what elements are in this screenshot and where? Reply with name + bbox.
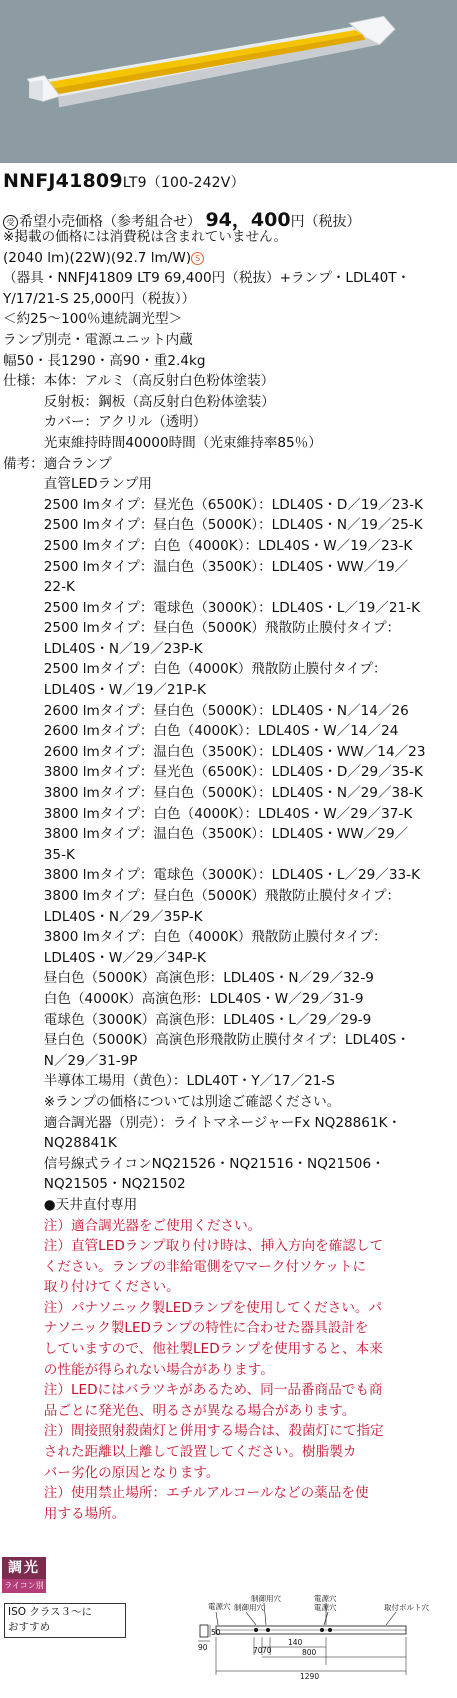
diagram-label-control-hole: 制御用穴 — [251, 1595, 281, 1603]
spec-line: LDL40S・N／19／23P-K — [3, 640, 203, 657]
note-line: ください。ランプの非給電側を▽マーク付ソケットに — [3, 1258, 367, 1275]
spec-line: 3800 lmタイプ：昼光色（6500K）：LDL40S・D／29／35-K — [3, 764, 423, 781]
spec-line: （器具・NNFJ41809 LT9 69,400円（税抜）+ランプ・LDL40T・ — [3, 270, 411, 287]
note-line: の性能が得られない場合があります。 — [3, 1361, 274, 1378]
spec-line: 3800 lmタイプ：白色（4000K）：LDL40S・W／29／37-K — [3, 805, 413, 822]
spec-line: 2500 lmタイプ：昼光色（6500K）：LDL40S・D／19／23-K — [3, 496, 423, 513]
spec-line: カバー：アクリル（透明） — [3, 414, 207, 431]
spec-line: (2040 lm)(22W)(92.7 lm/W) S — [3, 248, 455, 269]
price-label: 希望小売価格（参考組合せ） — [19, 214, 201, 230]
diagram-dim-140: 140 — [288, 1638, 303, 1647]
note-line: 注）使用禁止場所：エチルアルコールなどの薬品を使 — [3, 1485, 369, 1502]
diagram-dim-70a: 70 — [253, 1646, 263, 1655]
dimming-badge — [2, 1557, 46, 1604]
spec-line: 2500 lmタイプ：白色（4000K）飛散防止膜付タイプ： — [3, 661, 387, 678]
spec-line: 3800 lmタイプ：昼白色（5000K）：LDL40S・N／29／38-K — [3, 785, 423, 802]
spec-line: 半導体工場用（黄色）：LDL40T・Y／17／21-S — [3, 1073, 335, 1090]
spec-line: 適合調光器（別売）：ライトマネージャーFx NQ28861K・ — [3, 1114, 402, 1131]
spec-line: 3800 lmタイプ：白色（4000K）飛散防止膜付タイプ： — [3, 929, 387, 946]
spec-line: 反射板：鋼板（高反射白色粉体塗装） — [3, 393, 275, 410]
spec-line: 光束維持時間40000時間（光束維持率85％） — [3, 434, 322, 451]
note-line: ナソニック製LEDランプの特性に合わせた器具設計を — [3, 1320, 369, 1337]
price-value: 94，400 — [205, 209, 291, 231]
spec-line: ※掲載の価格には消費税は含まれていません。 — [3, 229, 288, 245]
diagram-dim-1290: 1290 — [300, 1672, 320, 1681]
note-line: していますので、他社製LEDランプを使用すると、本来 — [3, 1341, 383, 1358]
spec-line: 信号線式ライコンNQ21526・NQ21516・NQ21506・ — [3, 1155, 385, 1172]
note-line: 注）LEDにはバラツキがあるため、同一品番商品でも商 — [3, 1382, 383, 1399]
spec-line: 3800 lmタイプ：温白色（3500K）：LDL40S・WW／29／ — [3, 826, 409, 843]
spec-line: 昼白色（5000K）高演色形：LDL40S・N／29／32-9 — [3, 970, 374, 987]
iso-class-line2: おすすめ — [8, 1621, 51, 1633]
spec-line: 2500 lmタイプ：昼白色（5000K）飛散防止膜付タイプ： — [3, 620, 401, 637]
diagram-label-control-hole-2: 制御用穴 — [234, 1603, 264, 1612]
note-line: 用する場所。 — [3, 1505, 126, 1522]
spec-line: 昼白色（5000K）高演色形飛散防止膜付タイプ：LDL40S・ — [3, 1032, 411, 1049]
note-line: 注）直管LEDランプ取り付け時は、挿入方向を確認して — [3, 1238, 384, 1255]
note-line: 注）間接照射殺菌灯と併用する場合は、殺菌灯にて指定 — [3, 1423, 384, 1440]
spec-line: 2600 lmタイプ：温白色（3500K）：LDL40S・WW／14／23 — [3, 743, 426, 760]
spec-line: 備考：適合ランプ — [3, 455, 112, 472]
spec-line: 22-K — [3, 579, 75, 596]
spec-line: 3800 lmタイプ：昼白色（5000K）飛散防止膜付タイプ： — [3, 888, 401, 904]
s-mark-icon: S — [191, 252, 204, 265]
price-unit: 円（税抜） — [290, 214, 361, 230]
spec-line: ●天井直付専用 — [3, 1196, 138, 1213]
spec-text-block — [3, 227, 455, 1524]
spec-line: 電球色（3000K）高演色形：LDL40S・L／29／29-9 — [3, 1011, 372, 1028]
diagram-label-power-hole-right-2: 電源穴 — [314, 1603, 337, 1612]
spec-line: 2500 lmタイプ：昼白色（5000K）：LDL40S・N／19／25-K — [3, 517, 423, 534]
spec-line: 2600 lmタイプ：昼白色（5000K）：LDL40S・N／14／26 — [3, 702, 409, 719]
iso-class-box — [4, 1603, 126, 1638]
dimming-badge-sublabel: ライコン別売 — [2, 1579, 46, 1593]
spec-line: LDL40S・N／29／35P-K — [3, 908, 203, 925]
iso-class-line1: ISO クラス３～に — [8, 1606, 93, 1618]
spec-line: LDL40S・W／29／34P-K — [3, 949, 206, 966]
diagram-label-power-hole-right: 電源穴 — [314, 1595, 337, 1603]
diagram-label-mount-bolt-hole: 取付ボルト穴 — [384, 1603, 429, 1612]
spec-line: 2500 lmタイプ：温白色（3500K）：LDL40S・WW／19／ — [3, 558, 409, 575]
note-line: 品ごとに発光色、明るさが異なる場合があります。 — [3, 1402, 356, 1419]
spec-line: 2500 lmタイプ：電球色（3000K）：LDL40S・L／19／21-K — [3, 599, 420, 616]
spec-line: 直管LEDランプ用 — [3, 476, 152, 493]
spec-line: 白色（4000K）高演色形：LDL40S・W／29／31-9 — [3, 990, 364, 1007]
spec-line: 2500 lmタイプ：白色（4000K）：LDL40S・W／19／23-K — [3, 537, 413, 554]
spec-line: Y/17/21-S 25,000円（税抜）） — [3, 290, 196, 307]
consumer-price-mark-icon: 受 — [3, 215, 18, 230]
model-number: NNFJ41809LT9（100-242V） — [3, 170, 245, 192]
diagram-dim-50: 50 — [211, 1628, 221, 1637]
note-line: された距離以上離して設置してください。樹脂製カ — [3, 1444, 357, 1461]
spec-line: LDL40S・W／19／21P-K — [3, 682, 206, 699]
spec-line: N／29／31-9P — [3, 1052, 138, 1069]
product-photo — [0, 0, 457, 163]
spec-line: NQ21505・NQ21502 — [3, 1176, 186, 1193]
spec-line: 35-K — [3, 846, 75, 863]
dimming-badge-label: 調光 — [2, 1557, 46, 1579]
spec-line: 幅50・長1290・高90・重2.4kg — [3, 352, 206, 369]
note-line: 注）パナソニック製LEDランプを使用してください。パ — [3, 1299, 383, 1316]
spec-line: 3800 lmタイプ：電球色（3000K）：LDL40S・L／29／33-K — [3, 867, 420, 884]
diagram-dim-800: 800 — [302, 1648, 317, 1657]
diagram-label-power-hole-left: 電源穴 — [208, 1602, 231, 1611]
spec-line: 2600 lmタイプ：白色（4000K）：LDL40S・W／14／24 — [3, 723, 399, 740]
model-suffix: LT9（100-242V） — [122, 175, 245, 191]
note-line: バー劣化の原因となります。 — [3, 1464, 220, 1481]
fixture-illustration — [0, 0, 430, 140]
spec-line: 仕様：本体：アルミ（高反射白色粉体塗装） — [3, 373, 275, 390]
note-line: 取り付けてください。 — [3, 1279, 180, 1296]
diagram-dim-70b: 70 — [262, 1646, 272, 1655]
spec-line: ＜約25～100％連続調光型＞ — [3, 311, 183, 328]
diagram-dim-90: 90 — [198, 1643, 208, 1652]
spec-line: NQ28841K — [3, 1135, 117, 1152]
note-line: 注）適合調光器をご使用ください。 — [3, 1217, 262, 1234]
spec-line: ランプ別売・電源ユニット内蔵 — [3, 331, 193, 348]
spec-line: ※ランプの価格については別途ご確認ください。 — [3, 1093, 341, 1110]
dimension-diagram — [196, 1595, 456, 1698]
